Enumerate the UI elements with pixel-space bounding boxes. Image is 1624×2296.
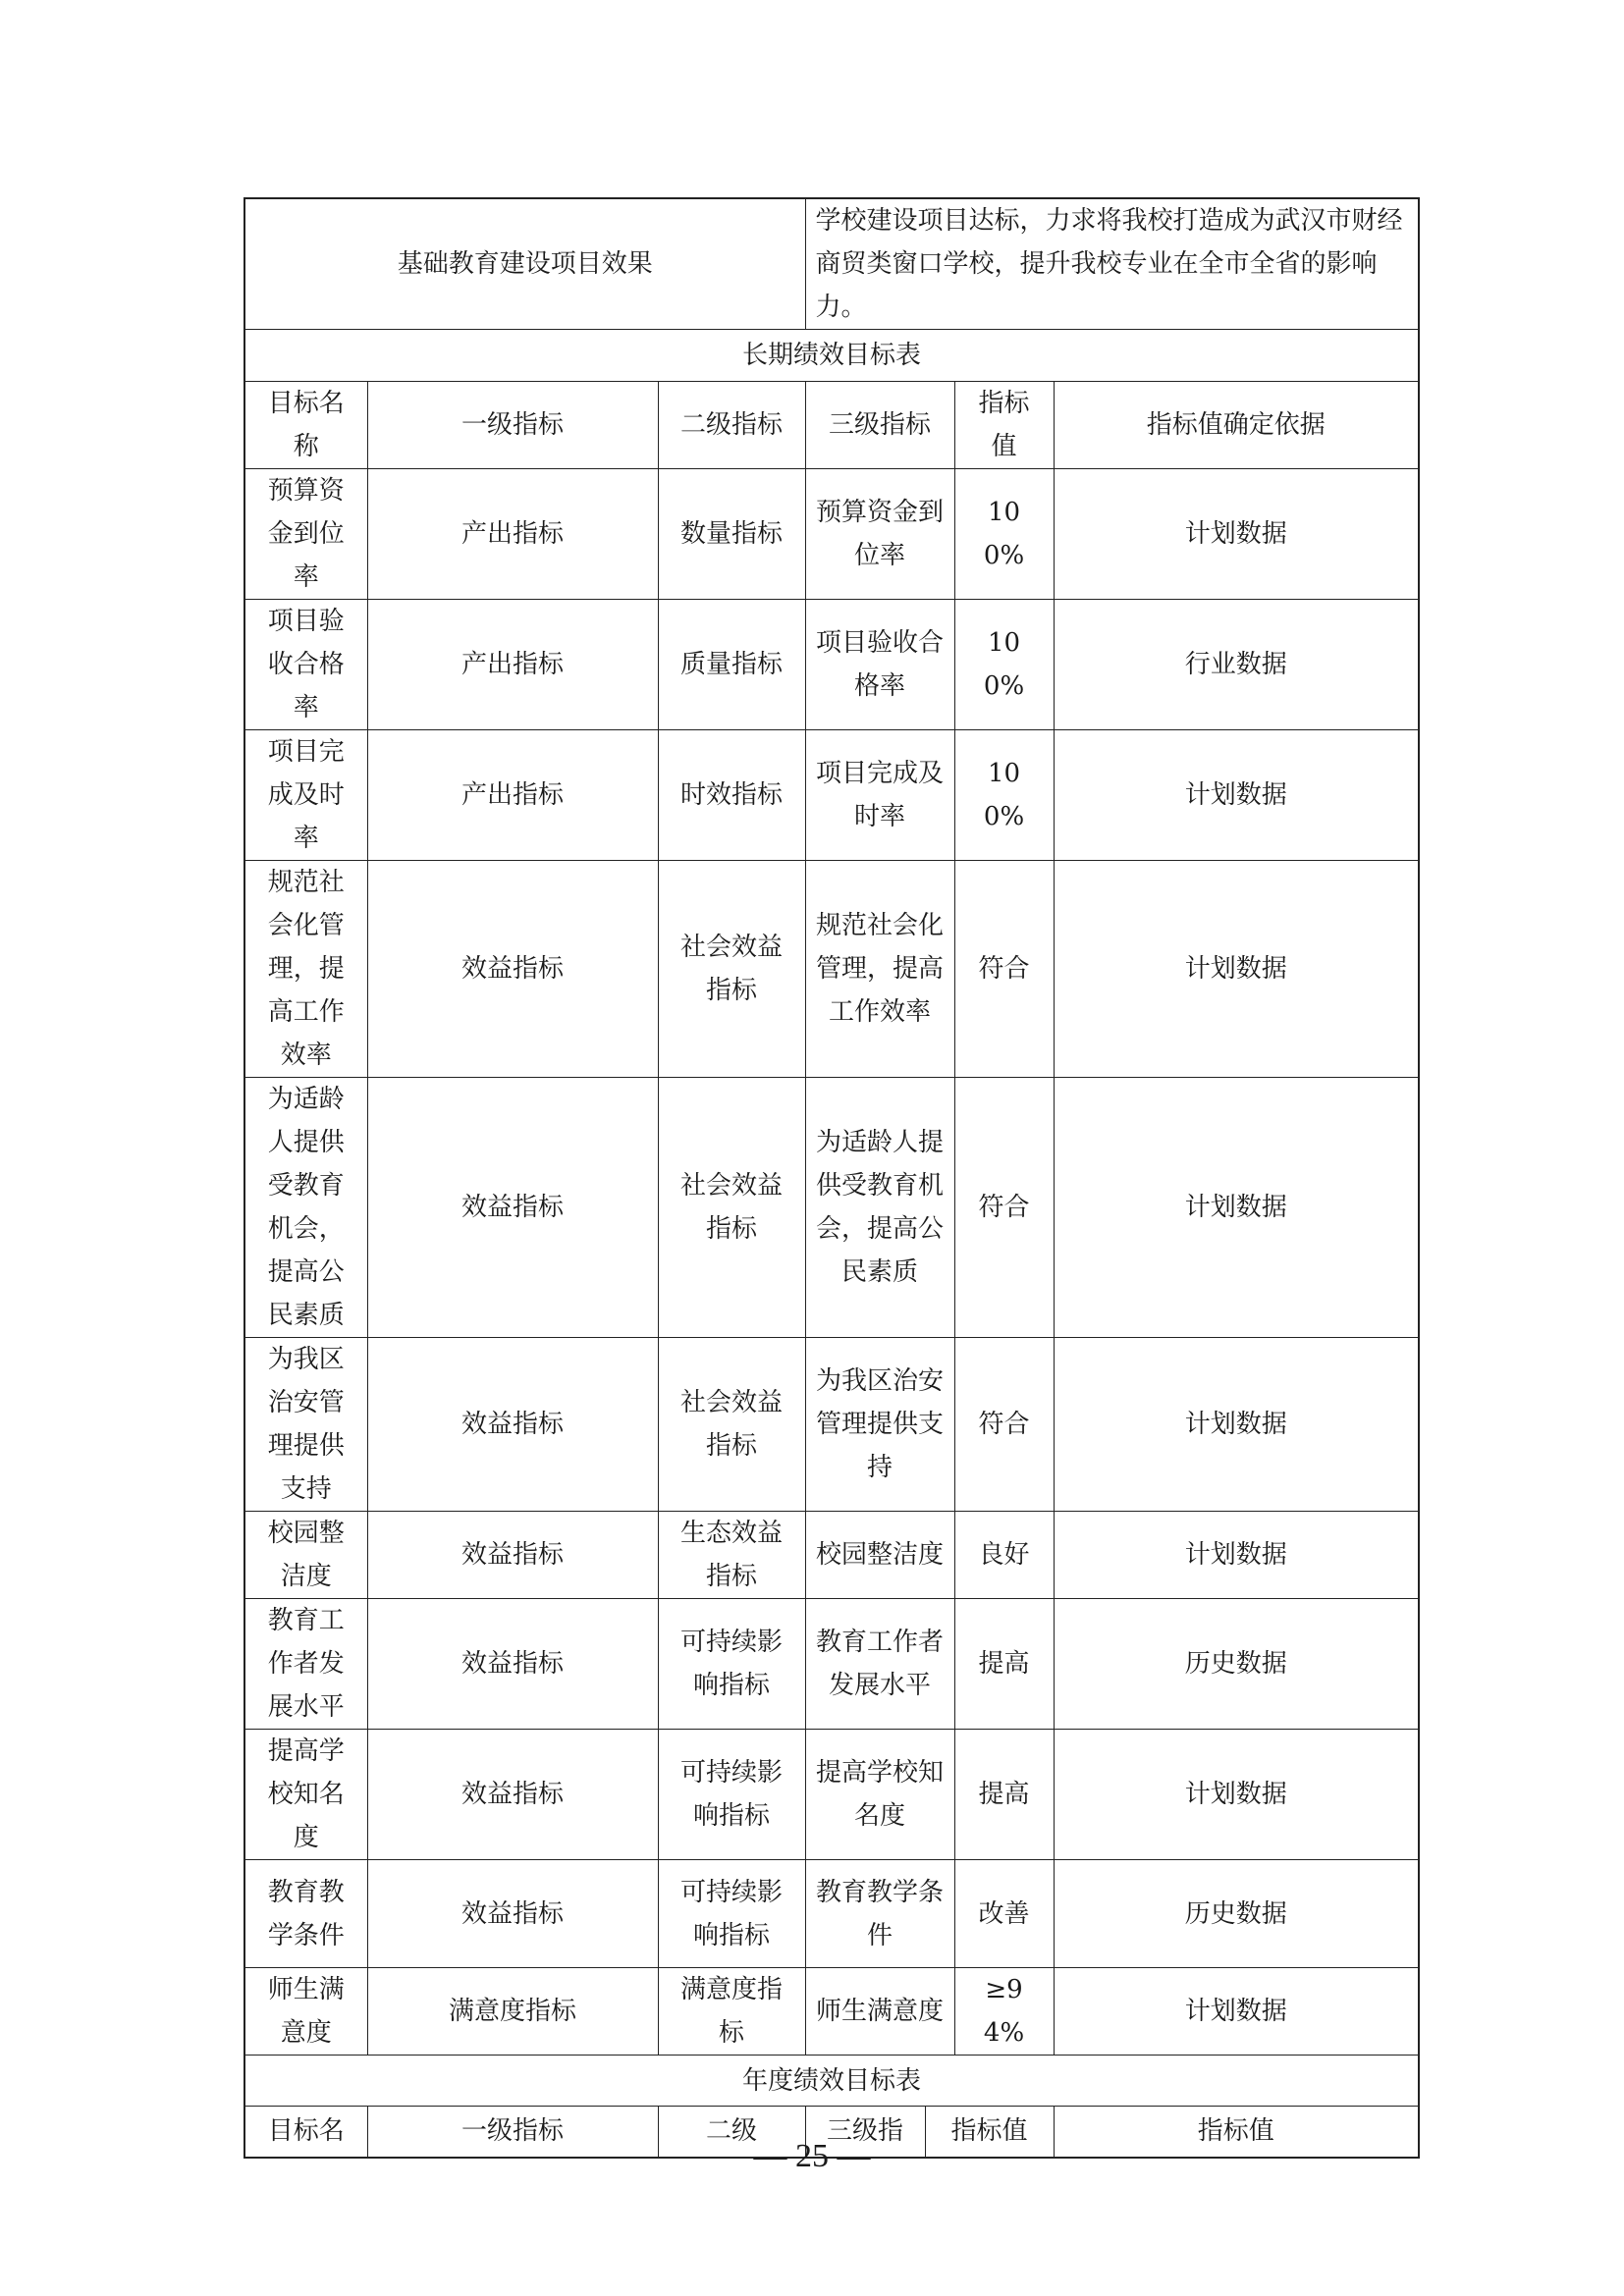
annual-title: 年度绩效目标表 bbox=[244, 2056, 1419, 2107]
row-level3: 项目完成及时率 bbox=[805, 730, 954, 861]
table-row bbox=[244, 1599, 1419, 1730]
row-target-name: 师生满意度 bbox=[244, 1968, 367, 2056]
row-value: 符合 bbox=[954, 861, 1054, 1078]
row-basis: 计划数据 bbox=[1054, 469, 1419, 600]
row-basis: 计划数据 bbox=[1054, 1338, 1419, 1512]
row-level1: 效益指标 bbox=[367, 1078, 658, 1338]
row-basis: 计划数据 bbox=[1054, 730, 1419, 861]
row-value: 良好 bbox=[954, 1512, 1054, 1599]
table-row bbox=[244, 1860, 1419, 1968]
annual-title-row bbox=[244, 2056, 1419, 2107]
row-target-name: 教育教学条件 bbox=[244, 1860, 367, 1968]
row-value: ≥94% bbox=[954, 1968, 1054, 2056]
table-row bbox=[244, 469, 1419, 600]
row-level3: 提高学校知名度 bbox=[805, 1730, 954, 1860]
row-level1: 效益指标 bbox=[367, 1730, 658, 1860]
row-level2: 可持续影响指标 bbox=[658, 1599, 805, 1730]
long-term-title: 长期绩效目标表 bbox=[244, 330, 1419, 382]
row-level3: 预算资金到位率 bbox=[805, 469, 954, 600]
row-basis: 计划数据 bbox=[1054, 1730, 1419, 1860]
row-basis: 历史数据 bbox=[1054, 1860, 1419, 1968]
row-basis: 计划数据 bbox=[1054, 1078, 1419, 1338]
row-level2: 满意度指标 bbox=[658, 1968, 805, 2056]
row-value: 100% bbox=[954, 469, 1054, 600]
table-row bbox=[244, 730, 1419, 861]
row-level3: 教育教学条件 bbox=[805, 1860, 954, 1968]
row-target-name: 项目完成及时率 bbox=[244, 730, 367, 861]
basic-effect-row bbox=[244, 198, 1419, 330]
row-value: 符合 bbox=[954, 1338, 1054, 1512]
row-level1: 效益指标 bbox=[367, 861, 658, 1078]
header-basis: 指标值确定依据 bbox=[1054, 382, 1419, 469]
row-level2: 数量指标 bbox=[658, 469, 805, 600]
row-level1: 效益指标 bbox=[367, 1512, 658, 1599]
row-level2: 时效指标 bbox=[658, 730, 805, 861]
row-basis: 计划数据 bbox=[1054, 1512, 1419, 1599]
row-target-name: 项目验收合格率 bbox=[244, 600, 367, 730]
annual-header-value: 指标值 bbox=[925, 2107, 1054, 2158]
long-term-title-row bbox=[244, 330, 1419, 382]
row-level2: 社会效益指标 bbox=[658, 861, 805, 1078]
row-level1: 产出指标 bbox=[367, 600, 658, 730]
row-level1: 满意度指标 bbox=[367, 1968, 658, 2056]
row-level1: 产出指标 bbox=[367, 730, 658, 861]
row-level1: 产出指标 bbox=[367, 469, 658, 600]
annual-header-level2: 二级 bbox=[658, 2107, 805, 2158]
annual-header-level3: 三级指 bbox=[805, 2107, 925, 2158]
row-level3: 校园整洁度 bbox=[805, 1512, 954, 1599]
row-level3: 为我区治安管理提供支持 bbox=[805, 1338, 954, 1512]
row-level3: 项目验收合格率 bbox=[805, 600, 954, 730]
row-level2: 社会效益指标 bbox=[658, 1078, 805, 1338]
row-target-name: 为适龄人提供受教育机会，提高公民素质 bbox=[244, 1078, 367, 1338]
row-value: 100% bbox=[954, 600, 1054, 730]
annual-header-target-name: 目标名 bbox=[244, 2107, 367, 2158]
row-value: 提高 bbox=[954, 1599, 1054, 1730]
header-level1: 一级指标 bbox=[367, 382, 658, 469]
table-row bbox=[244, 1730, 1419, 1860]
table-row bbox=[244, 1078, 1419, 1338]
row-value: 符合 bbox=[954, 1078, 1054, 1338]
row-level3: 为适龄人提供受教育机会，提高公民素质 bbox=[805, 1078, 954, 1338]
long-term-header-row bbox=[244, 382, 1419, 469]
row-level3: 教育工作者发展水平 bbox=[805, 1599, 954, 1730]
row-level2: 质量指标 bbox=[658, 600, 805, 730]
row-basis: 行业数据 bbox=[1054, 600, 1419, 730]
page-number: — 25 — bbox=[753, 2138, 871, 2174]
row-value: 100% bbox=[954, 730, 1054, 861]
row-level1: 效益指标 bbox=[367, 1860, 658, 1968]
row-level3: 师生满意度 bbox=[805, 1968, 954, 2056]
row-level2: 可持续影响指标 bbox=[658, 1860, 805, 1968]
row-value: 改善 bbox=[954, 1860, 1054, 1968]
row-level2: 可持续影响指标 bbox=[658, 1730, 805, 1860]
header-level3: 三级指标 bbox=[805, 382, 954, 469]
row-level1: 效益指标 bbox=[367, 1338, 658, 1512]
basic-effect-text: 学校建设项目达标，力求将我校打造成为武汉市财经商贸类窗口学校，提升我校专业在全市全省的影响力。 bbox=[805, 198, 1419, 330]
row-target-name: 预算资金到位率 bbox=[244, 469, 367, 600]
row-level1: 效益指标 bbox=[367, 1599, 658, 1730]
row-basis: 计划数据 bbox=[1054, 1968, 1419, 2056]
annual-header-value-2: 指标值 bbox=[1054, 2107, 1419, 2158]
row-level3: 规范社会化管理，提高工作效率 bbox=[805, 861, 954, 1078]
header-value: 指标值 bbox=[954, 382, 1054, 469]
table-row bbox=[244, 1968, 1419, 2056]
annual-header-level1: 一级指标 bbox=[367, 2107, 658, 2158]
row-target-name: 规范社会化管理，提高工作效率 bbox=[244, 861, 367, 1078]
row-target-name: 为我区治安管理提供支持 bbox=[244, 1338, 367, 1512]
table-row bbox=[244, 861, 1419, 1078]
table-row bbox=[244, 1338, 1419, 1512]
row-target-name: 教育工作者发展水平 bbox=[244, 1599, 367, 1730]
row-basis: 历史数据 bbox=[1054, 1599, 1419, 1730]
row-level2: 生态效益指标 bbox=[658, 1512, 805, 1599]
table-row bbox=[244, 1512, 1419, 1599]
header-target-name: 目标名称 bbox=[244, 382, 367, 469]
basic-effect-label: 基础教育建设项目效果 bbox=[244, 198, 805, 330]
table-row bbox=[244, 600, 1419, 730]
row-target-name: 校园整洁度 bbox=[244, 1512, 367, 1599]
row-level2: 社会效益指标 bbox=[658, 1338, 805, 1512]
performance-table bbox=[244, 197, 1420, 2159]
row-target-name: 提高学校知名度 bbox=[244, 1730, 367, 1860]
header-level2: 二级指标 bbox=[658, 382, 805, 469]
row-basis: 计划数据 bbox=[1054, 861, 1419, 1078]
row-value: 提高 bbox=[954, 1730, 1054, 1860]
